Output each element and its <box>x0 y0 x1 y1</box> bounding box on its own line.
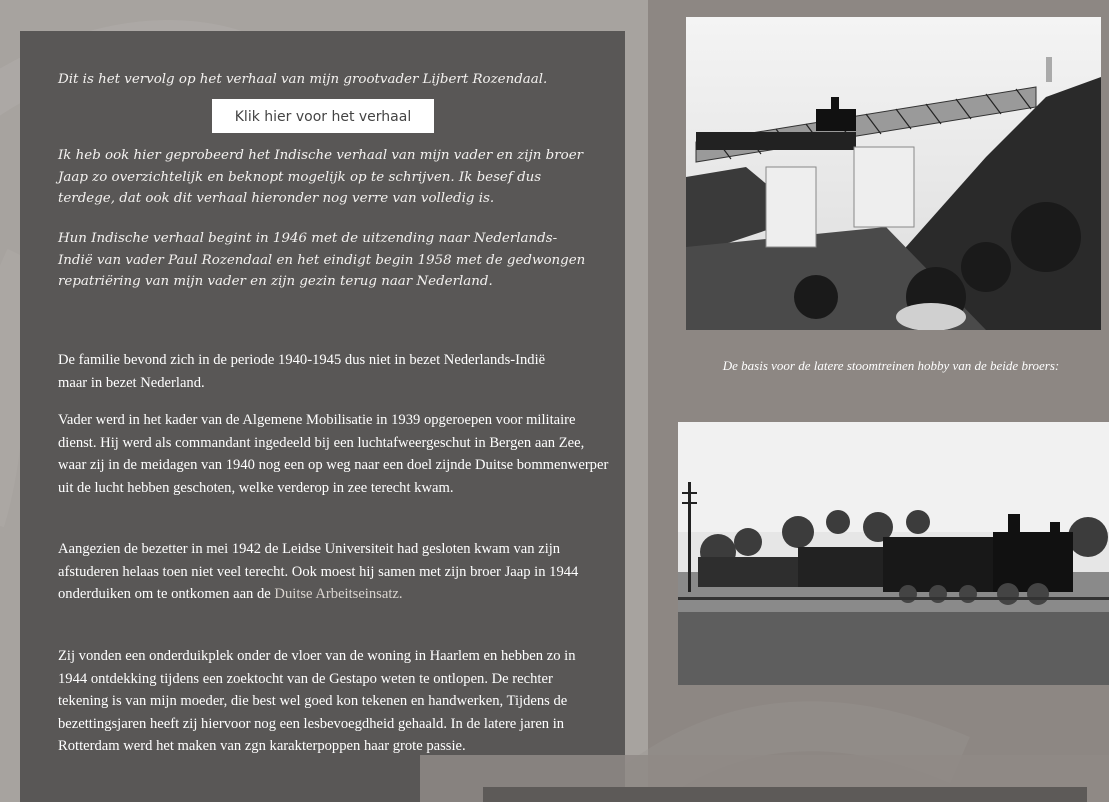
story-paragraph-2: Vader werd in het kader van de Algemene Mobilisatie in 1939 opgeroepen voor militaire dienst. Hij werd als commandant ingedeeld bij een luchtafweergeschut in Bergen aan Zee, waar zij in de meidagen van 1940 nog een op weg naar een doel zijnde Duitse bommenwerper uit de lucht hebben geschoten, welke verderop in zee terecht kwam. <box>58 412 609 496</box>
intro-paragraph-2: Ik heb ook hier geprobeerd het Indische verhaal van mijn vader en zijn broer Jaap zo overzichtelijk en beknopt mogelijk op te schrijven. Ik besef dus terdege, dat ook dit verhaal hieronder nog verre van volledig is. <box>58 148 584 206</box>
story-text-panel <box>20 31 625 802</box>
story-paragraph-1: De familie bevond zich in de periode 1940-1945 dus niet in bezet Nederlands-Indië maar in bezet Nederland. <box>58 352 546 391</box>
intro-line-1: Dit is het vervolg op het verhaal van mijn grootvader Lijbert Rozendaal. <box>58 72 548 87</box>
bottom-dark-panel <box>483 787 1087 802</box>
photo-caption: De basis voor de latere stoomtreinen hobby van de beide broers: <box>722 358 1060 373</box>
photo-train-bridge <box>686 17 1101 330</box>
read-story-button[interactable]: Klik hier voor het verhaal <box>212 99 434 133</box>
story-paragraph-3 <box>58 538 603 606</box>
arbeitseinsatz-link[interactable]: Duitse Arbeitseinsatz. <box>274 586 403 603</box>
story-paragraph-3-text: Aangezien de bezetter in mei 1942 de Leidse Universiteit had gesloten kwam van zijn afstuderen helaas toen niet veel terecht. Ook moest hij samen met zijn broer Jaap in 1944 onderduiken om te ontkomen aan de <box>58 541 579 603</box>
photo-steam-train <box>678 422 1109 685</box>
story-paragraph-4: Zij vonden een onderduikplek onder de vloer van de woning in Haarlem en hebben zo in 1944 ontdekking tijdens een zoektocht van de Gestapo weten te ontlopen. De rechter tekening is van mijn moeder, die best wel goed kon tekenen en handwerken, Tijdens de bezettingsjaren heeft zij hiervoor nog een lesbevoegdheid gehaald. In de latere jaren in Rotterdam werd het maken van zgn karakterpoppen haar grote passie. <box>58 648 576 755</box>
intro-paragraph-3: Hun Indische verhaal begint in 1946 met de uitzending naar Nederlands-Indië van vader Paul Rozendaal en het eindigt begin 1958 met de gedwongen repatriëring van mijn vader en zijn gezin terug naar Nederland. <box>58 231 586 289</box>
